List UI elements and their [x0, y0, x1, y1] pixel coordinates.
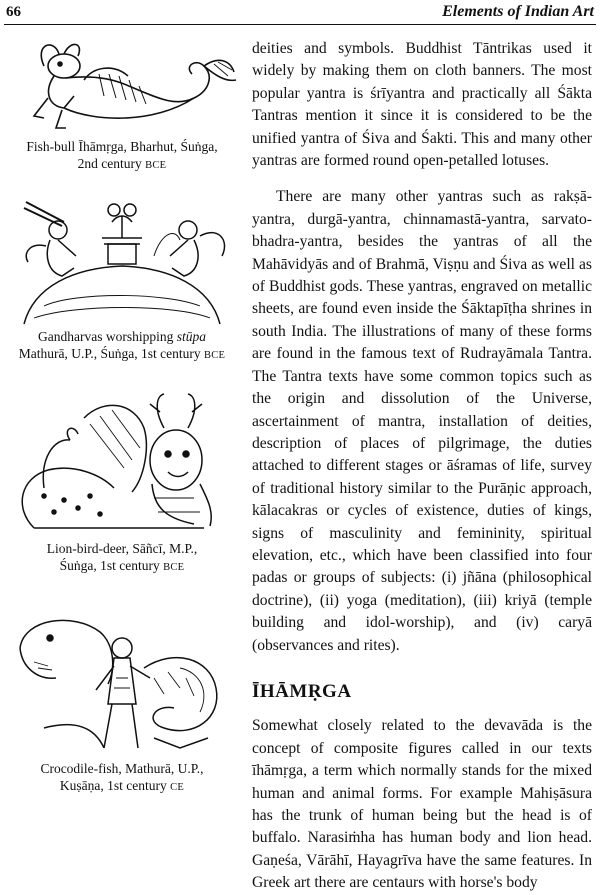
header-rule [4, 24, 596, 25]
caption-era: BCE [145, 160, 167, 171]
figure-caption [4, 540, 240, 576]
caption-line2: Kuṣāṇa, 1st century [59, 778, 167, 793]
paragraph-yantra-intro: deities and symbols. Buddhist Tāntrikas used it widely by making them on cloth banners. The most popular yantra is śrīyantra and practically all Śākta Tantras mention it since it is considered to be the unified yantra of Śiva and Śakti. This and many other yantras are formed round open-petalled lotuses. [252, 40, 592, 170]
caption-line1: Fish-bull Īhāmṛga, Bharhut, Śuṅga, [26, 139, 218, 154]
figure-lion-bird-deer [4, 388, 240, 576]
caption-era: BCE [163, 562, 185, 573]
lion-bird-deer-illustration [4, 388, 240, 538]
crocodile-fish-illustration [4, 608, 240, 758]
page-number: 66 [6, 4, 21, 20]
fish-bull-illustration [4, 36, 240, 136]
figure-gandharvas-stupa [4, 196, 240, 364]
caption-line1: Lion-bird-deer, Sāñcī, M.P., [46, 541, 198, 556]
paragraph-ihamrga: Somewhat closely related to the devavāda is the concept of composite figures called in our texts īhāmṛga, a term which normally stands for the mixed human and animal forms. For example Mahiṣāsura has the trunk of human being but the head is of buffalo. Narasiṁha has human body and lion head. Gaṇeśa, Vārāhī, Hayagrīva have the same features. In Greek art there are centaurs with horse's body [252, 717, 592, 892]
figure-caption [4, 760, 240, 796]
figure-crocodile-fish [4, 608, 240, 796]
caption-line2: 2nd century [77, 156, 142, 171]
figure-fish-bull [4, 36, 240, 174]
figure-caption [4, 138, 240, 174]
caption-italic: stūpa [176, 329, 206, 344]
gandharvas-stupa-illustration [4, 196, 240, 326]
caption-line2: Śuṅga, 1st century [59, 558, 160, 573]
caption-line1: Gandharvas worshipping [38, 329, 174, 344]
body-column [252, 38, 592, 895]
caption-era: CE [170, 782, 185, 793]
page-header [0, 0, 600, 26]
caption-line1: Crocodile-fish, Mathurā, U.P., [40, 761, 204, 776]
caption-line2: Mathurā, U.P., Śuṅga, 1st century [18, 346, 201, 361]
paragraph-other-yantras: There are many other yantras such as rakṣā-yantra, durgā-yantra, chinnamastā-yantra, sarvato-bhadra-yantra, besides the yantras of all the Mahāvidyās and of Brahmā, Viṣṇu and Śiva as well as of Buddhist gods. These yantras, engraved on metallic sheets, are found even inside the Śāktapīṭha shrines in south India. The illustrations of many of these forms are found in the famous text of Rudrayāmala Tantra. The Tantra texts have some common topics such as the origin and dissolution of the Universe, ascertainment of mantra, installation of deities, description of places of pilgrimage, the duties attached to different stages or āśramas of life, survey of traditional history similar to the Purāṇic approach, kālacakras or cycles of existence, duties of kings, signs of masculinity and femininity, spiritual elevation, etc., which have been classified into four padas or groups of subjects: (i) jñāna (philosophical doctrine), (ii) yoga (meditation), (iii) kriyā (temple building and idol-worship), and (iv) caryā (observances and rites). [252, 188, 592, 654]
caption-era: BCE [203, 350, 226, 361]
figure-caption [4, 328, 240, 364]
running-title: Elements of Indian Art [442, 3, 594, 20]
section-heading: ĪHĀMṚGA [252, 680, 352, 702]
